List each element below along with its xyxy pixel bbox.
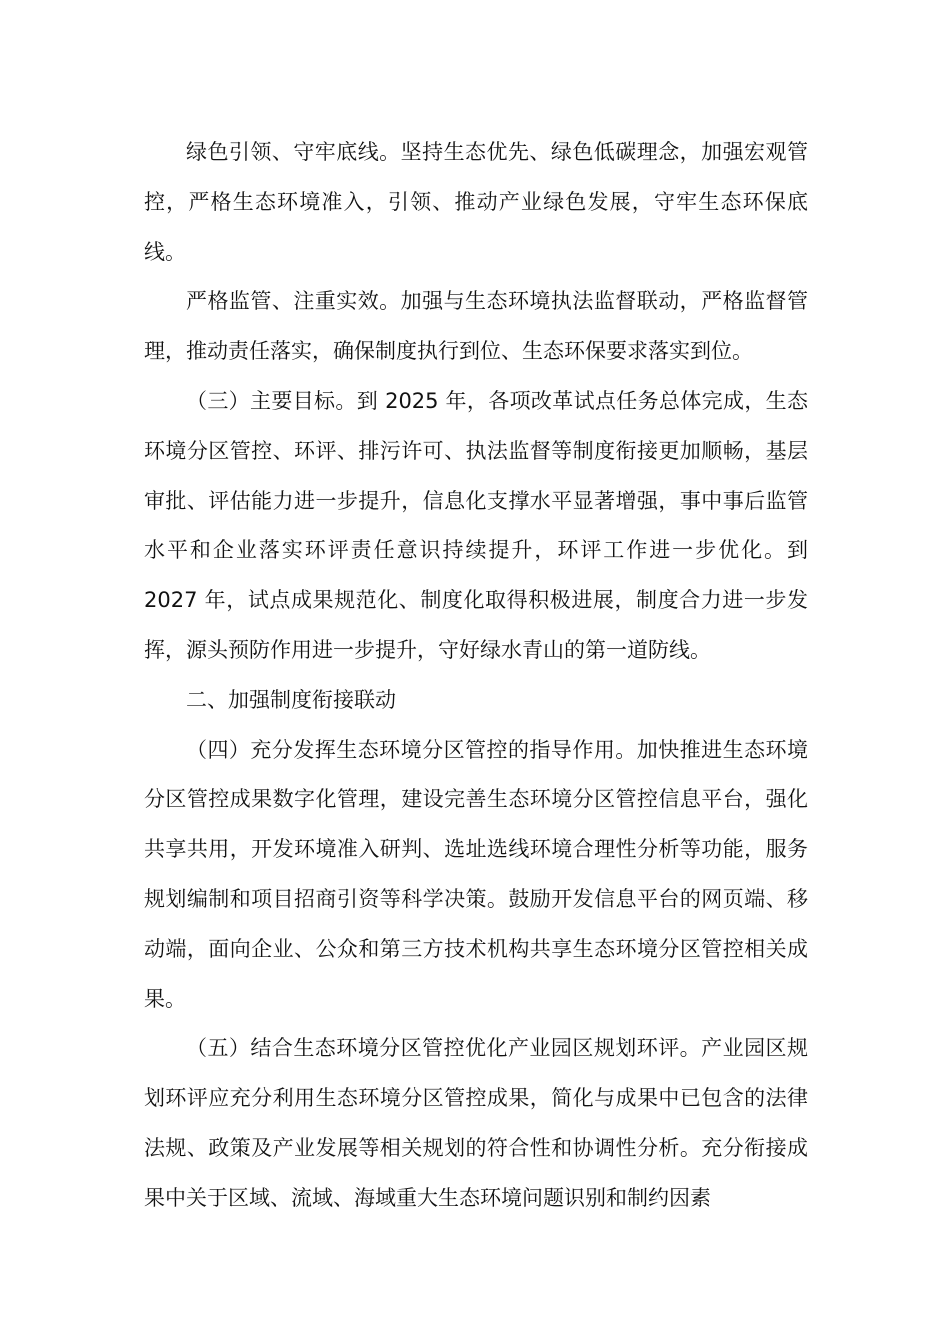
paragraph-green-lead: 绿色引领、守牢底线。坚持生态优先、绿色低碳理念，加强宏观管控，严格生态环境准入，引领、推动产业绿色发展，守牢生态环保底线。 — [144, 140, 808, 264]
paragraph-main-goals: （三）主要目标。到 2025 年，各项改革试点任务总体完成，生态环境分区管控、环评、排污许可、执法监督等制度衔接更加顺畅，基层审批、评估能力进一步提升，信息化支撑水平显著增强，事中事后监管水平和企业落实环评责任意识持续提升，环评工作进一步优化。到 2027 年，试点成果规范化、制度化取得积极进展，制度合力进一步发挥，源头预防作用进一步提升，守好绿水青山的第一道防线。 — [144, 388, 808, 662]
paragraph-strict-supervision: 严格监管、注重实效。加强与生态环境执法监督联动，严格监督管理，推动责任落实，确保制度执行到位、生态环保要求落实到位。 — [144, 289, 808, 364]
paragraph-item-4: （四）充分发挥生态环境分区管控的指导作用。加快推进生态环境分区管控成果数字化管理，建设完善生态环境分区管控信息平台，强化共享共用，开发环境准入研判、选址选线环境合理性分析等功能，服务规划编制和项目招商引资等科学决策。鼓励开发信息平台的网页端、移动端，面向企业、公众和第三方技术机构共享生态环境分区管控相关成果。 — [144, 737, 808, 1011]
document-body — [144, 128, 808, 1224]
paragraph-item-5: （五）结合生态环境分区管控优化产业园区规划环评。产业园区规划环评应充分利用生态环境分区管控成果，简化与成果中已包含的法律法规、政策及产业发展等相关规划的符合性和协调性分析。充分衔接成果中关于区域、流域、海域重大生态环境问题识别和制约因素 — [144, 1036, 808, 1210]
section-heading-2: 二、加强制度衔接联动 — [186, 687, 396, 712]
